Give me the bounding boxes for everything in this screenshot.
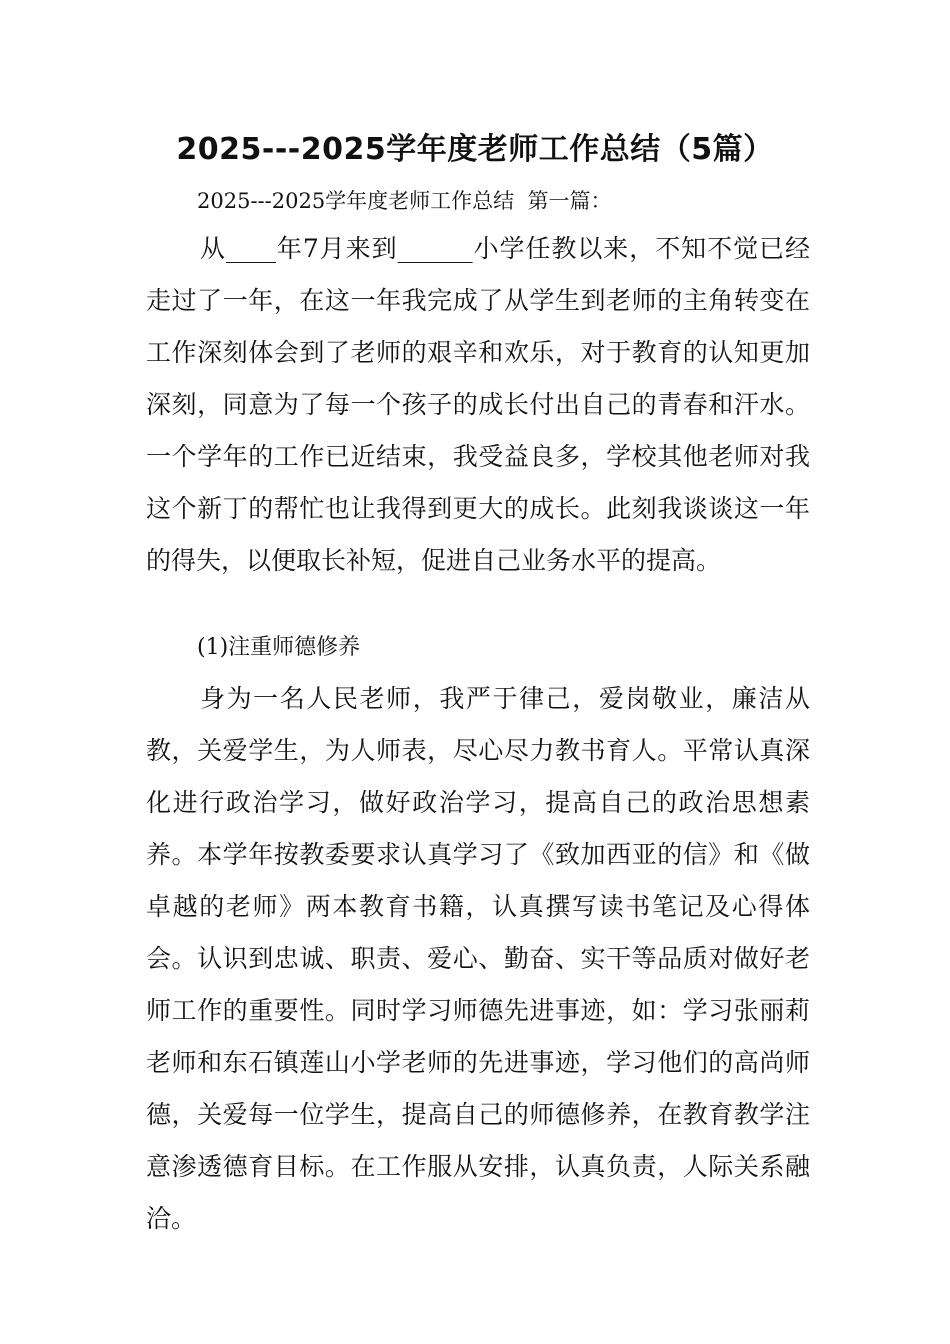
document-subtitle: 2025---2025学年度老师工作总结 第一篇：: [197, 189, 612, 213]
section-heading: (1)注重师德修养: [197, 635, 361, 660]
document-title: 2025---2025学年度老师工作总结（5篇）: [176, 132, 774, 167]
paragraph-intro: 从____年7月来到______小学任教以来，不知不觉已经走过了一年，在这一年我完成了从学生到老师的主角转变在工作深刻体会到了老师的艰辛和欢乐，对于教育的认知更加深刻，同意为了每一个孩子的成长付出自己的青春和汗水。一个学年的工作已近结束，我受益良多，学校其他老师对我这个新丁的帮忙也让我得到更大的成长。此刻我谈谈这一年的得失，以便取长补短，促进自己业务水平的提高。: [146, 234, 810, 575]
paragraph-ethics: 身为一名人民老师，我严于律己，爱岗敬业，廉洁从教，关爱学生，为人师表，尽心尽力教书育人。平常认真深化进行政治学习，做好政治学习，提高自己的政治思想素养。本学年按教委要求认真学习了《致加西亚的信》和《做卓越的老师》两本教育书籍，认真撰写读书笔记及心得体会。认识到忠诚、职责、爱心、勤奋、实干等品质对做好老师工作的重要性。同时学习师德先进事迹，如：学习张丽莉老师和东石镇莲山小学老师的先进事迹，学习他们的高尚师德，关爱每一位学生，提高自己的师德修养，在教育教学注意渗透德育目标。在工作服从安排，认真负责，人际关系融洽。: [146, 684, 810, 1233]
